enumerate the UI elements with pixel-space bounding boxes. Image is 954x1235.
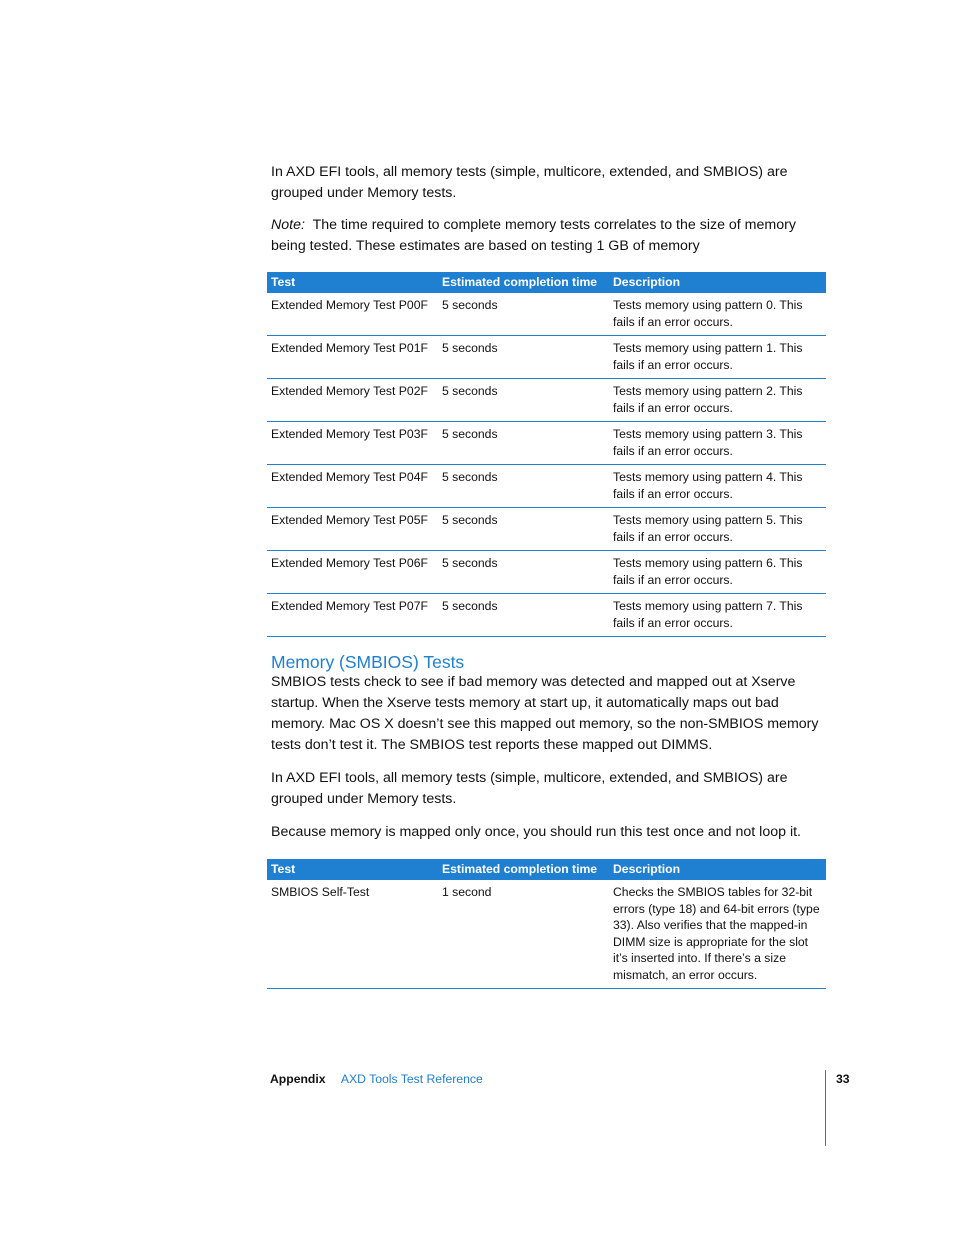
page-footer bbox=[270, 1072, 483, 1086]
cell-test: Extended Memory Test P01F bbox=[267, 336, 438, 379]
header-description: Description bbox=[609, 859, 826, 880]
table-row bbox=[267, 880, 826, 989]
cell-test: Extended Memory Test P05F bbox=[267, 508, 438, 551]
table-header-row bbox=[267, 859, 826, 880]
header-description: Description bbox=[609, 272, 826, 293]
cell-time: 5 seconds bbox=[438, 422, 609, 465]
intro-paragraph: In AXD EFI tools, all memory tests (simple, multicore, extended, and SMBIOS) are grouped under Memory tests. bbox=[271, 164, 788, 201]
cell-test: SMBIOS Self-Test bbox=[267, 880, 438, 989]
cell-description: Tests memory using pattern 2. This fails if an error occurs. bbox=[609, 379, 826, 422]
section-heading: Memory (SMBIOS) Tests bbox=[271, 652, 465, 672]
cell-time: 5 seconds bbox=[438, 508, 609, 551]
footer-divider bbox=[825, 1070, 826, 1146]
cell-time: 5 seconds bbox=[438, 379, 609, 422]
page-content bbox=[271, 162, 827, 989]
cell-test: Extended Memory Test P02F bbox=[267, 379, 438, 422]
cell-time: 5 seconds bbox=[438, 293, 609, 336]
smbios-tests-table bbox=[267, 859, 826, 989]
cell-test: Extended Memory Test P04F bbox=[267, 465, 438, 508]
table-row bbox=[267, 293, 826, 336]
cell-time: 5 seconds bbox=[438, 551, 609, 594]
header-test: Test bbox=[267, 859, 438, 880]
cell-test: Extended Memory Test P07F bbox=[267, 594, 438, 637]
cell-description: Tests memory using pattern 0. This fails if an error occurs. bbox=[609, 293, 826, 336]
cell-description: Checks the SMBIOS tables for 32-bit errors (type 18) and 64-bit errors (type 33). Also verifies that the mapped-in DIMM size is appropriate for the slot it’s inserted into. If there’s a size mismatch, an error occurs. bbox=[609, 880, 826, 989]
table-row bbox=[267, 594, 826, 637]
cell-time: 5 seconds bbox=[438, 336, 609, 379]
table-row bbox=[267, 465, 826, 508]
cell-time: 1 second bbox=[438, 880, 609, 989]
table-row bbox=[267, 379, 826, 422]
footer-chapter-title: AXD Tools Test Reference bbox=[340, 1072, 483, 1086]
extended-memory-tests-table bbox=[267, 272, 826, 637]
page-number: 33 bbox=[836, 1072, 850, 1086]
cell-time: 5 seconds bbox=[438, 594, 609, 637]
note-label: Note: bbox=[271, 217, 305, 233]
cell-time: 5 seconds bbox=[438, 465, 609, 508]
cell-description: Tests memory using pattern 1. This fails if an error occurs. bbox=[609, 336, 826, 379]
footer-appendix-label: Appendix bbox=[270, 1072, 326, 1086]
header-completion-time: Estimated completion time bbox=[438, 859, 609, 880]
section-paragraph: SMBIOS tests check to see if bad memory was detected and mapped out at Xserve startup. When the Xserve tests memory at start up, it automatically maps out bad memory. Mac OS X doesn’t see this mapped out memory, so the non-SMBIOS memory tests don’t test it. The SMBIOS test reports these mapped out DIMMS. bbox=[271, 674, 819, 753]
cell-test: Extended Memory Test P00F bbox=[267, 293, 438, 336]
section-paragraph: Because memory is mapped only once, you should run this test once and not loop it. bbox=[271, 824, 801, 840]
cell-description: Tests memory using pattern 4. This fails if an error occurs. bbox=[609, 465, 826, 508]
cell-test: Extended Memory Test P03F bbox=[267, 422, 438, 465]
cell-description: Tests memory using pattern 7. This fails if an error occurs. bbox=[609, 594, 826, 637]
cell-description: Tests memory using pattern 5. This fails if an error occurs. bbox=[609, 508, 826, 551]
note-text: The time required to complete memory tests correlates to the size of memory being tested. These estimates are based on testing 1 GB of memory bbox=[271, 217, 796, 254]
section-paragraph: In AXD EFI tools, all memory tests (simple, multicore, extended, and SMBIOS) are grouped under Memory tests. bbox=[271, 770, 788, 807]
table-row bbox=[267, 551, 826, 594]
note-paragraph bbox=[271, 215, 827, 257]
table-row bbox=[267, 422, 826, 465]
header-test: Test bbox=[267, 272, 438, 293]
table-row bbox=[267, 336, 826, 379]
cell-test: Extended Memory Test P06F bbox=[267, 551, 438, 594]
table-header-row bbox=[267, 272, 826, 293]
header-completion-time: Estimated completion time bbox=[438, 272, 609, 293]
table-row bbox=[267, 508, 826, 551]
cell-description: Tests memory using pattern 3. This fails if an error occurs. bbox=[609, 422, 826, 465]
cell-description: Tests memory using pattern 6. This fails if an error occurs. bbox=[609, 551, 826, 594]
